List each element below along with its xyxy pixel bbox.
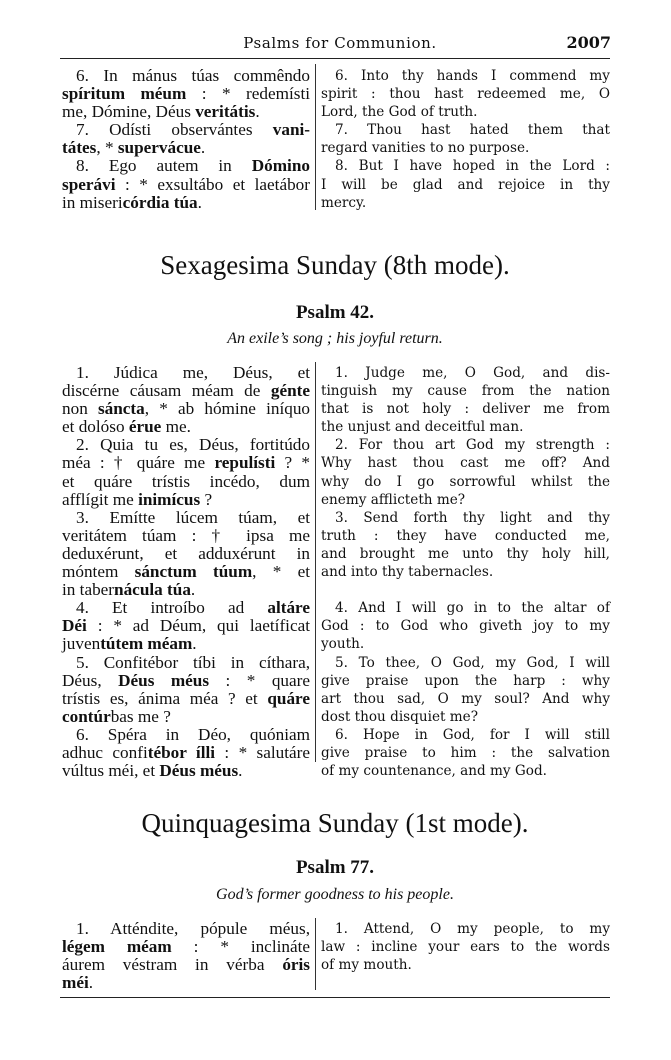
text-line: veritátem túam : † ipsa me xyxy=(62,525,310,545)
text-line: Déus, Déus méus : * quare xyxy=(62,670,310,690)
text-line: áurem véstram in vérba óris xyxy=(62,955,310,975)
section-title-sexagesima: Sexagesima Sunday (8th mode). xyxy=(160,250,510,280)
text-line: spíritum méum : * redemísti xyxy=(62,84,310,104)
text-line: adhuc confitébor ílli : * salutáre xyxy=(62,742,310,762)
text-line: 6. In mánus túas commêndo xyxy=(76,66,310,85)
text-line: juventútem méam. xyxy=(62,634,197,654)
text-line: dost thou disquiet me? xyxy=(321,708,479,725)
text-line: afflígit me inimícus ? xyxy=(62,489,213,509)
text-line: tinguish my cause from the nation xyxy=(321,383,610,400)
latin-column-3 xyxy=(62,920,310,992)
text-line: regard vanities to no purpose. xyxy=(321,140,530,157)
running-header-title: Psalms for Communion. xyxy=(243,34,437,52)
text-line: that is not holy : deliver me from xyxy=(321,401,610,418)
psalm-heading-77: Psalm 77. xyxy=(295,857,375,878)
text-line: of my countenance, and my God. xyxy=(321,763,547,780)
text-line: 8. Ego autem in Dómino xyxy=(76,156,310,176)
section-title-quinquagesima: Quinquagesima Sunday (1st mode). xyxy=(141,808,529,838)
english-column-1 xyxy=(321,67,610,212)
text-line: non sáncta, * ab hómine iníquo xyxy=(62,399,311,419)
text-line: art thou sad, O my soul? And why xyxy=(321,690,610,707)
column-divider-3 xyxy=(315,918,316,990)
english-column-3 xyxy=(321,920,610,974)
text-line: and into thy tabernacles. xyxy=(321,564,494,581)
latin-column-2 xyxy=(62,364,310,780)
text-line: in tabernácula túa. xyxy=(62,580,196,600)
text-line: et dolóso érue me. xyxy=(62,417,191,437)
psalm-subtitle-77: God’s former goodness to his people. xyxy=(216,886,454,903)
text-line: légem méam : * inclináte xyxy=(62,937,310,957)
psalm-subtitle-42: An exile’s song ; his joyful return. xyxy=(227,330,443,347)
text-line: 4. Et introíbo ad altáre xyxy=(76,598,310,618)
text-line: in misericórdia túa. xyxy=(62,192,202,212)
text-line: 2. For thou art God my strength : xyxy=(335,437,610,454)
text-line: truth : they have conducted me, xyxy=(321,527,610,544)
text-line: vúltus méi, et Déus méus. xyxy=(62,761,243,781)
text-line: sperávi : * exsultábo et laetábor xyxy=(62,174,310,194)
text-line: móntem sánctum túum, * et xyxy=(62,562,310,582)
text-line: law : incline your ears to the words xyxy=(321,939,610,956)
text-line: trístis es, ánima méa ? et quáre xyxy=(62,688,310,708)
text-line: 3. Send forth thy light and thy xyxy=(335,509,610,526)
text-line xyxy=(321,581,610,599)
text-line: 3. Emítte lúcem túam, et xyxy=(76,507,310,527)
text-line: 4. And I will go in to the altar of xyxy=(335,600,610,617)
text-line: 8. But I have hoped in the Lord : xyxy=(335,158,610,175)
text-line: 1. Atténdite, pópule méus, xyxy=(76,919,310,938)
text-line: give praise upon the harp : why xyxy=(321,672,610,689)
text-line: give praise to him : the salvation xyxy=(321,744,610,761)
text-line: méa : † quáre me repulísti ? * xyxy=(62,453,310,473)
text-line: tátes, * supervácue. xyxy=(62,138,206,158)
text-line: et quáre trístis incédo, dum xyxy=(62,471,310,491)
text-line: youth. xyxy=(321,636,365,653)
footer-rule xyxy=(60,997,610,998)
text-line: I will be glad and rejoice in thy xyxy=(321,176,610,193)
text-line: God : to God who giveth joy to my xyxy=(321,618,610,635)
text-line: 5. To thee, O God, my God, I will xyxy=(335,654,610,671)
column-divider-1 xyxy=(315,64,316,210)
text-line: spirit : thou hast redeemed me, O xyxy=(321,86,610,103)
text-line: 5. Confitébor tíbi in cíthara, xyxy=(76,652,310,672)
text-line: 1. Júdica me, Déus, et xyxy=(76,363,310,382)
text-line: discérne cáusam méam de génte xyxy=(62,381,310,401)
text-line: méi. xyxy=(62,973,94,993)
text-line: enemy afflicteth me? xyxy=(321,491,466,508)
psalm-heading-42: Psalm 42. xyxy=(295,302,375,323)
text-line: 6. Into thy hands I commend my xyxy=(335,68,610,84)
text-line: 6. Spéra in Déo, quóniam xyxy=(76,724,310,744)
text-line: 7. Odísti observántes vani- xyxy=(76,120,310,140)
text-line: Why hast thou cast me off? And xyxy=(321,455,610,472)
text-line: Lord, the God of truth. xyxy=(321,104,478,121)
english-column-2 xyxy=(321,364,610,780)
text-line: mercy. xyxy=(321,194,367,211)
header-rule xyxy=(60,58,610,59)
text-line: Déi : * ad Déum, qui laetíficat xyxy=(62,616,310,636)
column-divider-2 xyxy=(315,362,316,762)
text-line: deduxérunt, et adduxérunt in xyxy=(62,543,310,563)
text-line: of my mouth. xyxy=(321,957,412,974)
text-line: the unjust and deceitful man. xyxy=(321,419,524,436)
latin-column-1 xyxy=(62,67,310,212)
text-line: and brought me unto thy holy hill, xyxy=(321,545,610,562)
text-line: 1. Attend, O my people, to my xyxy=(335,921,610,937)
text-line: 2. Quia tu es, Déus, fortitúdo xyxy=(76,435,310,455)
text-line: 1. Judge me, O God, and dis- xyxy=(335,365,610,381)
text-line: contúrbas me ? xyxy=(62,706,171,726)
text-line: 6. Hope in God, for I will still xyxy=(335,726,610,743)
text-line: 7. Thou hast hated them that xyxy=(335,122,610,139)
page-number: 2007 xyxy=(566,33,611,52)
text-line: me, Dómine, Déus veritátis. xyxy=(62,102,260,122)
text-line: why do I go sorrowful whilst the xyxy=(321,473,610,490)
